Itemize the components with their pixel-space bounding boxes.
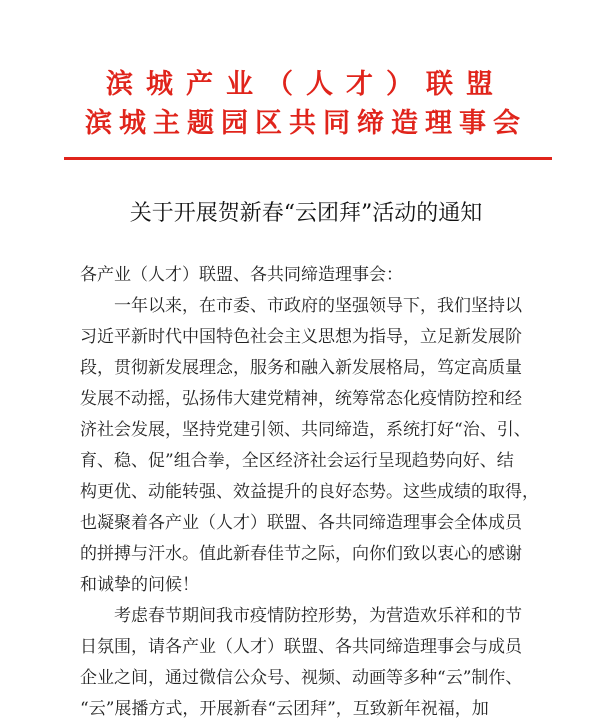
paragraph-line: 发展不动摇，弘扬伟大建党精神，统筹常态化疫情防控和经 bbox=[80, 389, 522, 409]
notice-title: 关于开展贺新春“云团拜”活动的通知 bbox=[129, 201, 483, 226]
salutation-text: 各产业（人才）联盟、各共同缔造理事会： bbox=[80, 265, 403, 285]
paragraph-line: 习近平新时代中国特色社会主义思想为指导，立足新发展阶 bbox=[80, 327, 522, 347]
paragraph-line: 和诚挚的问候！ bbox=[80, 575, 199, 595]
body-paragraph-2 bbox=[80, 601, 560, 725]
paragraph-line: 企业之间，通过微信公众号、视频、动画等多种“云”制作、 bbox=[80, 668, 523, 688]
paragraph-line: 一年以来，在市委、市政府的坚强领导下，我们坚持以 bbox=[80, 296, 522, 316]
paragraph-line: 构更优、动能转强、效益提升的良好态势。这些成绩的取得， bbox=[80, 482, 539, 502]
body-paragraph-1 bbox=[80, 291, 560, 601]
salutation bbox=[80, 260, 560, 291]
paragraph-line: 考虑春节期间我市疫情防控形势，为营造欢乐祥和的节 bbox=[80, 606, 522, 626]
header-org-line-1: 滨城产业（人才）联盟 bbox=[106, 69, 506, 100]
header-org-line-2: 滨城主题园区共同缔造理事会 bbox=[85, 108, 527, 139]
paragraph-line: 育、稳、促”组合拳，全区经济社会运行呈现趋势向好、结 bbox=[80, 451, 514, 471]
header-red-rule bbox=[64, 157, 552, 160]
paragraph-line: 日氛围，请各产业（人才）联盟、各共同缔造理事会与成员 bbox=[80, 637, 522, 657]
paragraph-line: 段，贯彻新发展理念，服务和融入新发展格局，笃定高质量 bbox=[80, 358, 522, 378]
paragraph-line: 济社会发展，坚持党建引领、共同缔造，系统打好“治、引、 bbox=[80, 420, 531, 440]
paragraph-line: 也凝聚着各产业（人才）联盟、各共同缔造理事会全体成员 bbox=[80, 513, 522, 533]
paragraph-line: 的拼搏与汗水。值此新春佳节之际，向你们致以衷心的感谢 bbox=[80, 544, 522, 564]
paragraph-line: “云”展播方式，开展新春“云团拜”，互致新年祝福，加 bbox=[80, 699, 489, 719]
